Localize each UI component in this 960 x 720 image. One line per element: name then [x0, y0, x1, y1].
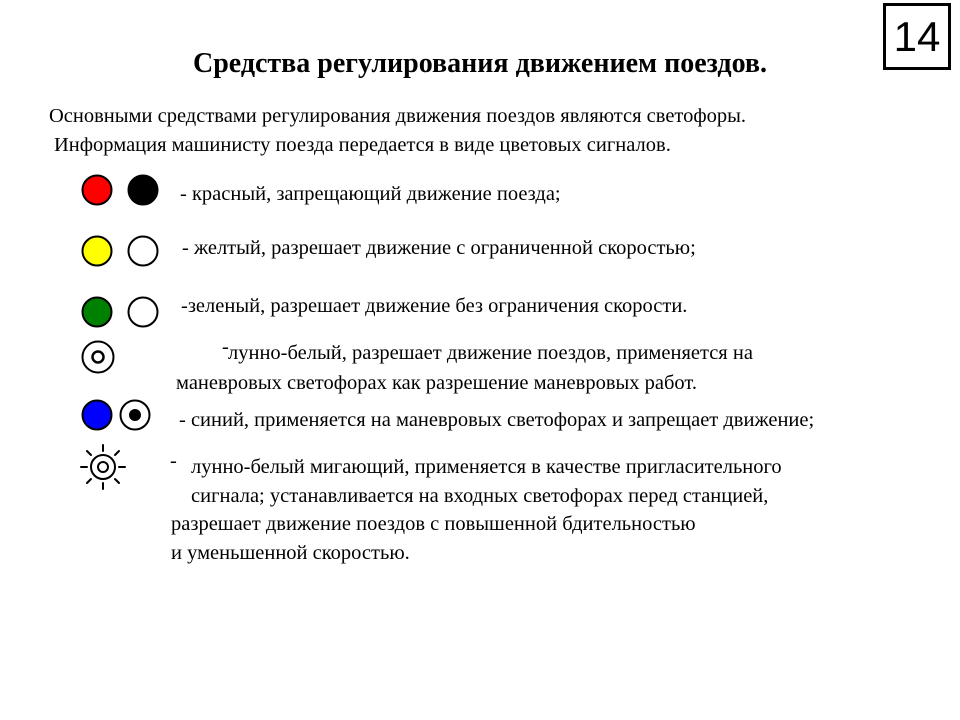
lunar-white-light-icon [119, 399, 151, 431]
black-light-icon [127, 174, 159, 206]
unlit-lamp [129, 237, 158, 266]
signal-flashing-text-2: сигнала; устанавливается на входных светофорах перед станцией, [191, 485, 769, 507]
yellow-light-icon [81, 235, 113, 267]
red-lamp [83, 176, 112, 205]
signal-lunar-dash: - [222, 336, 229, 358]
green-light-icon [81, 296, 113, 328]
signal-flashing-text-4: и уменьшенной скоростью. [171, 542, 410, 564]
signal-blue-text: - синий, применяется на маневровых светофорах и запрещает движение; [179, 409, 815, 431]
intro-line-1: Основными средствами регулирования движения поездов являются светофоры. [49, 105, 747, 127]
signal-flashing-text-3: разрешает движение поездов с повышенной бдительностью [171, 513, 696, 535]
blue-lamp [83, 401, 112, 430]
black-lamp [129, 176, 158, 205]
flashing-lamp-inner [98, 462, 108, 472]
page-number: 14 [883, 3, 951, 70]
signal-red-text: - красный, запрещающий движение поезда; [180, 183, 561, 205]
lunar-white-light-icon [81, 340, 115, 374]
signal-flashing-text-1: лунно-белый мигающий, применяется в качестве пригласительного [191, 456, 782, 478]
lunar-white-lamp-center [130, 410, 140, 420]
signal-lunar-text-2: маневровых светофорах как разрешение маневровых работ. [176, 372, 697, 394]
green-lamp [83, 298, 112, 327]
unlit-lamp [129, 298, 158, 327]
red-light-icon [81, 174, 113, 206]
signal-flashing-dash: - [170, 450, 177, 472]
signal-green-text: -зеленый, разрешает движение без ограничения скорости. [181, 295, 688, 317]
flashing-lunar-white-light-icon [80, 444, 126, 490]
signal-yellow-text: - желтый, разрешает движение с ограниченной скоростью; [182, 237, 696, 259]
unlit-light-icon [127, 235, 159, 267]
lunar-white-lamp-inner [93, 352, 104, 363]
blue-light-icon [81, 399, 113, 431]
unlit-light-icon [127, 296, 159, 328]
signal-lunar-text-1: лунно-белый, разрешает движение поездов, применяется на [228, 342, 753, 364]
intro-line-2: Информация машинисту поезда передается в виде цветовых сигналов. [54, 134, 671, 156]
page-title: Средства регулирования движением поездов. [192, 48, 768, 79]
yellow-lamp [83, 237, 112, 266]
